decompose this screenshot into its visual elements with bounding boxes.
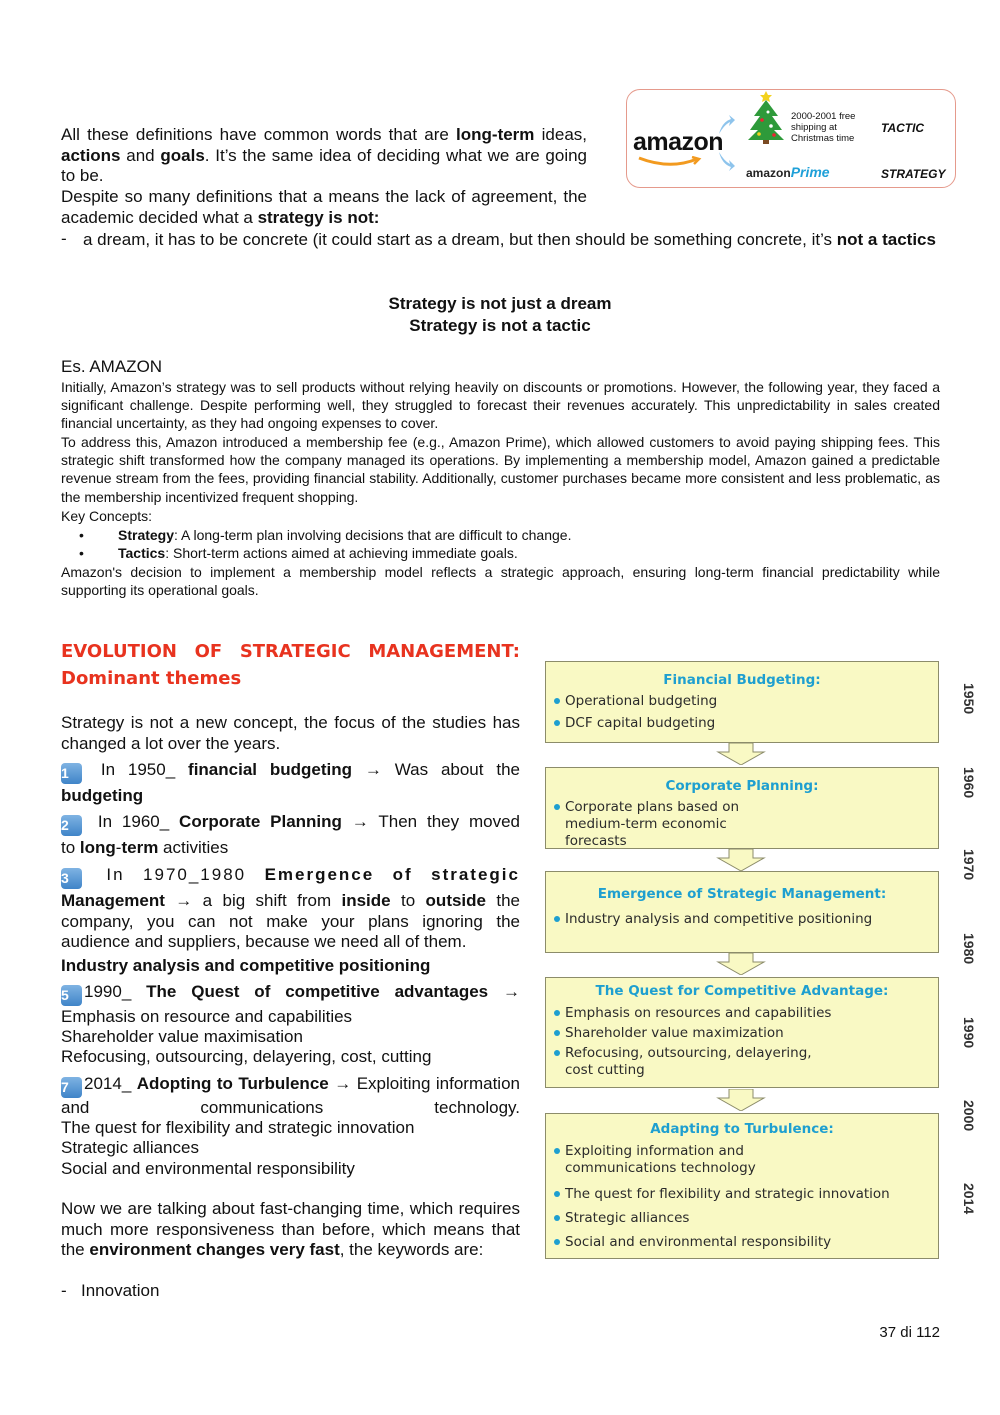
year-label: 1950: [961, 683, 977, 715]
timeline-box-corporate-planning: Corporate Planning: Corporate plans based on medium-term economic forecasts: [545, 767, 939, 849]
tactic-label: TACTIC: [881, 121, 925, 135]
year-label: 1990: [961, 1017, 977, 1049]
number-badge-7: 7: [61, 1077, 82, 1098]
arrow-icon: →: [364, 760, 382, 779]
bullet-dot: •: [79, 545, 84, 561]
outro-dash: -: [61, 1281, 67, 1300]
example-paragraph-2: To address this, Amazon introduced a membership fee (e.g., Amazon Prime), which allowed customers to avoid paying shipping fees. This strategic shift transformed how the company managed its operations. By implementing a membership model, Amazon gained a predictable revenue stream from the fees, providing financial stability. Additionally, customer purchases became more consistent and less problematic, as the membership incentivized frequent shopping.: [61, 434, 940, 505]
era-1990-point-3: Refocusing, outsourcing, delayering, cost, cutting: [61, 1047, 432, 1066]
amazon-smile-icon: [637, 156, 703, 168]
era-2014-point-3: Social and environmental responsibility: [61, 1159, 355, 1178]
bullet-dot: •: [79, 527, 84, 543]
evolution-outro: Now we are talking about fast-changing time, which requires much more responsiveness than before, which means that the environment changes very fast, the keywords are:: [61, 1199, 520, 1259]
center-statement-2: Strategy is not a tactic: [409, 316, 591, 335]
timeline-box-adapting-turbulence: Adapting to Turbulence: Exploiting information and communications technology The quest for flexibility and strategic innovation Strategic alliances Social and environmental responsibility: [545, 1113, 939, 1259]
timeline-bullet: Social and environmental responsibility: [554, 1234, 928, 1251]
example-paragraph-1: Initially, Amazon’s strategy was to sell products without relying heavily on discounts or promotions. However, the following year, they faced a significant challenge. Despite performing well, they struggled to forecast their revenues accurately. This unpredictability in sales created financial uncertainty, as they had ongoing expenses to cover.: [61, 379, 940, 432]
timeline-bullet: Shareholder value maximization: [554, 1025, 928, 1042]
down-arrow-icon: [716, 849, 766, 871]
arrow-icon: →: [175, 891, 193, 910]
amazon-diagram: [626, 89, 956, 188]
era-1990-point-2: Shareholder value maximisation: [61, 1027, 303, 1046]
year-label: 1960: [961, 767, 977, 799]
example-title: Es. AMAZON: [61, 357, 163, 376]
era-2014-line: 7 2014_ Adopting to Turbulence → Exploiting information and communications technology.: [61, 1074, 520, 1117]
year-label: 2014: [961, 1183, 977, 1215]
promo-note: 2000-2001 free shipping at Christmas time: [791, 111, 856, 144]
evolution-intro: Strategy is not a new concept, the focus of the studies has changed a lot over the years.: [61, 713, 520, 753]
number-badge-3: 3: [61, 868, 82, 889]
arrow-icon: →: [503, 982, 520, 1001]
timeline-bullet: Refocusing, outsourcing, delayering, cost cutting: [554, 1045, 928, 1079]
arrow-icon: →: [351, 812, 369, 831]
number-badge-2: 2: [61, 815, 82, 836]
section-heading: EVOLUTION OF STRATEGIC MANAGEMENT:: [61, 641, 520, 662]
era-1950-cont: budgeting: [61, 786, 144, 805]
down-arrow-icon: [716, 1089, 766, 1111]
arrow-icon: →: [334, 1074, 352, 1093]
number-badge-1: 1: [61, 763, 82, 784]
timeline-bullet: The quest for flexibility and strategic innovation: [554, 1186, 928, 1203]
christmas-tree-icon: [744, 90, 788, 144]
timeline-box-competitive-advantage: The Quest for Competitive Advantage: Emphasis on resources and capabilities Shareholder value maximization Refocusing, outsourcing, delayering, cost cutting: [545, 977, 939, 1088]
key-concepts-title: Key Concepts:: [61, 508, 153, 524]
era-1950-line: 1 In 1950_ financial budgeting → Was about the: [61, 760, 520, 784]
era-2014-point-2: Strategic alliances: [61, 1138, 199, 1157]
amazon-logo: amazon: [633, 128, 724, 156]
strategy-label: STRATEGY: [881, 167, 946, 181]
era-1990-line: 5 1990_ The Quest of competitive advantages →: [61, 982, 520, 1006]
page-number: 37 di 112: [879, 1324, 940, 1341]
arrow-down-icon: [716, 150, 736, 172]
bullet-dash: -: [61, 229, 67, 248]
amazon-prime-logo: amazonPrime: [746, 164, 830, 180]
section-subheading: Dominant themes: [61, 668, 242, 689]
year-label: 1970: [961, 849, 977, 881]
timeline-bullet: Emphasis on resources and capabilities: [554, 1005, 928, 1022]
year-label: 2000: [961, 1100, 977, 1132]
key-concept-tactics: Tactics: Short-term actions aimed at achieving immediate goals.: [118, 545, 518, 561]
key-concept-strategy: Strategy: A long-term plan involving decisions that are difficult to change.: [118, 527, 572, 543]
era-1960-line: 2 In 1960_ Corporate Planning → Then they moved: [61, 812, 520, 836]
year-label: 1980: [961, 933, 977, 965]
center-statement-1: Strategy is not just a dream: [388, 294, 612, 313]
arrow-up-icon: [716, 114, 736, 136]
intro-paragraph-1: All these definitions have common words that are long-term ideas, actions and goals. It’s the same idea of deciding what we are going to be.: [61, 125, 588, 185]
era-1960-cont: to long-term activities: [61, 838, 229, 857]
timeline-bullet: Operational budgeting: [554, 693, 928, 710]
era-1970-cont: Management → a big shift from inside to outside the company, you can not make your plans ignoring the audience and suppliers, because we need all of them.: [61, 891, 521, 951]
timeline-bullet: Corporate plans based on medium-term economic forecasts: [554, 799, 928, 850]
outro-item-innovation: Innovation: [81, 1281, 160, 1300]
timeline-box-financial-budgeting: Financial Budgeting: Operational budgeting DCF capital budgeting: [545, 661, 939, 743]
era-1970-line: 3 In 1970_1980 Emergence of strategic: [61, 865, 520, 889]
intro-paragraph-2: Despite so many definitions that a means the lack of agreement, the academic decided what a strategy is not:: [61, 187, 587, 227]
example-paragraph-3: Amazon's decision to implement a membership model reflects a strategic approach, ensuring long-term financial predictability while supporting its operational goals.: [61, 564, 940, 599]
era-1990-point-1: Emphasis on resource and capabilities: [61, 1007, 353, 1026]
era-2014-point-1: The quest for flexibility and strategic innovation: [61, 1118, 415, 1137]
number-badge-5: 5: [61, 985, 82, 1006]
down-arrow-icon: [716, 743, 766, 765]
timeline-box-emergence: Emergence of Strategic Management: Industry analysis and competitive positioning: [545, 871, 939, 953]
timeline-bullet: DCF capital budgeting: [554, 715, 928, 732]
down-arrow-icon: [716, 953, 766, 975]
strategy-not-bullet: a dream, it has to be concrete (it could start as a dream, but then should be something concrete, it’s not a tactics: [83, 230, 936, 249]
era-1970-highlight: Industry analysis and competitive positioning: [61, 956, 431, 975]
timeline-bullet: Exploiting information and communications technology: [554, 1143, 928, 1177]
timeline-bullet: Strategic alliances: [554, 1210, 928, 1227]
timeline-bullet: Industry analysis and competitive positioning: [554, 911, 928, 928]
